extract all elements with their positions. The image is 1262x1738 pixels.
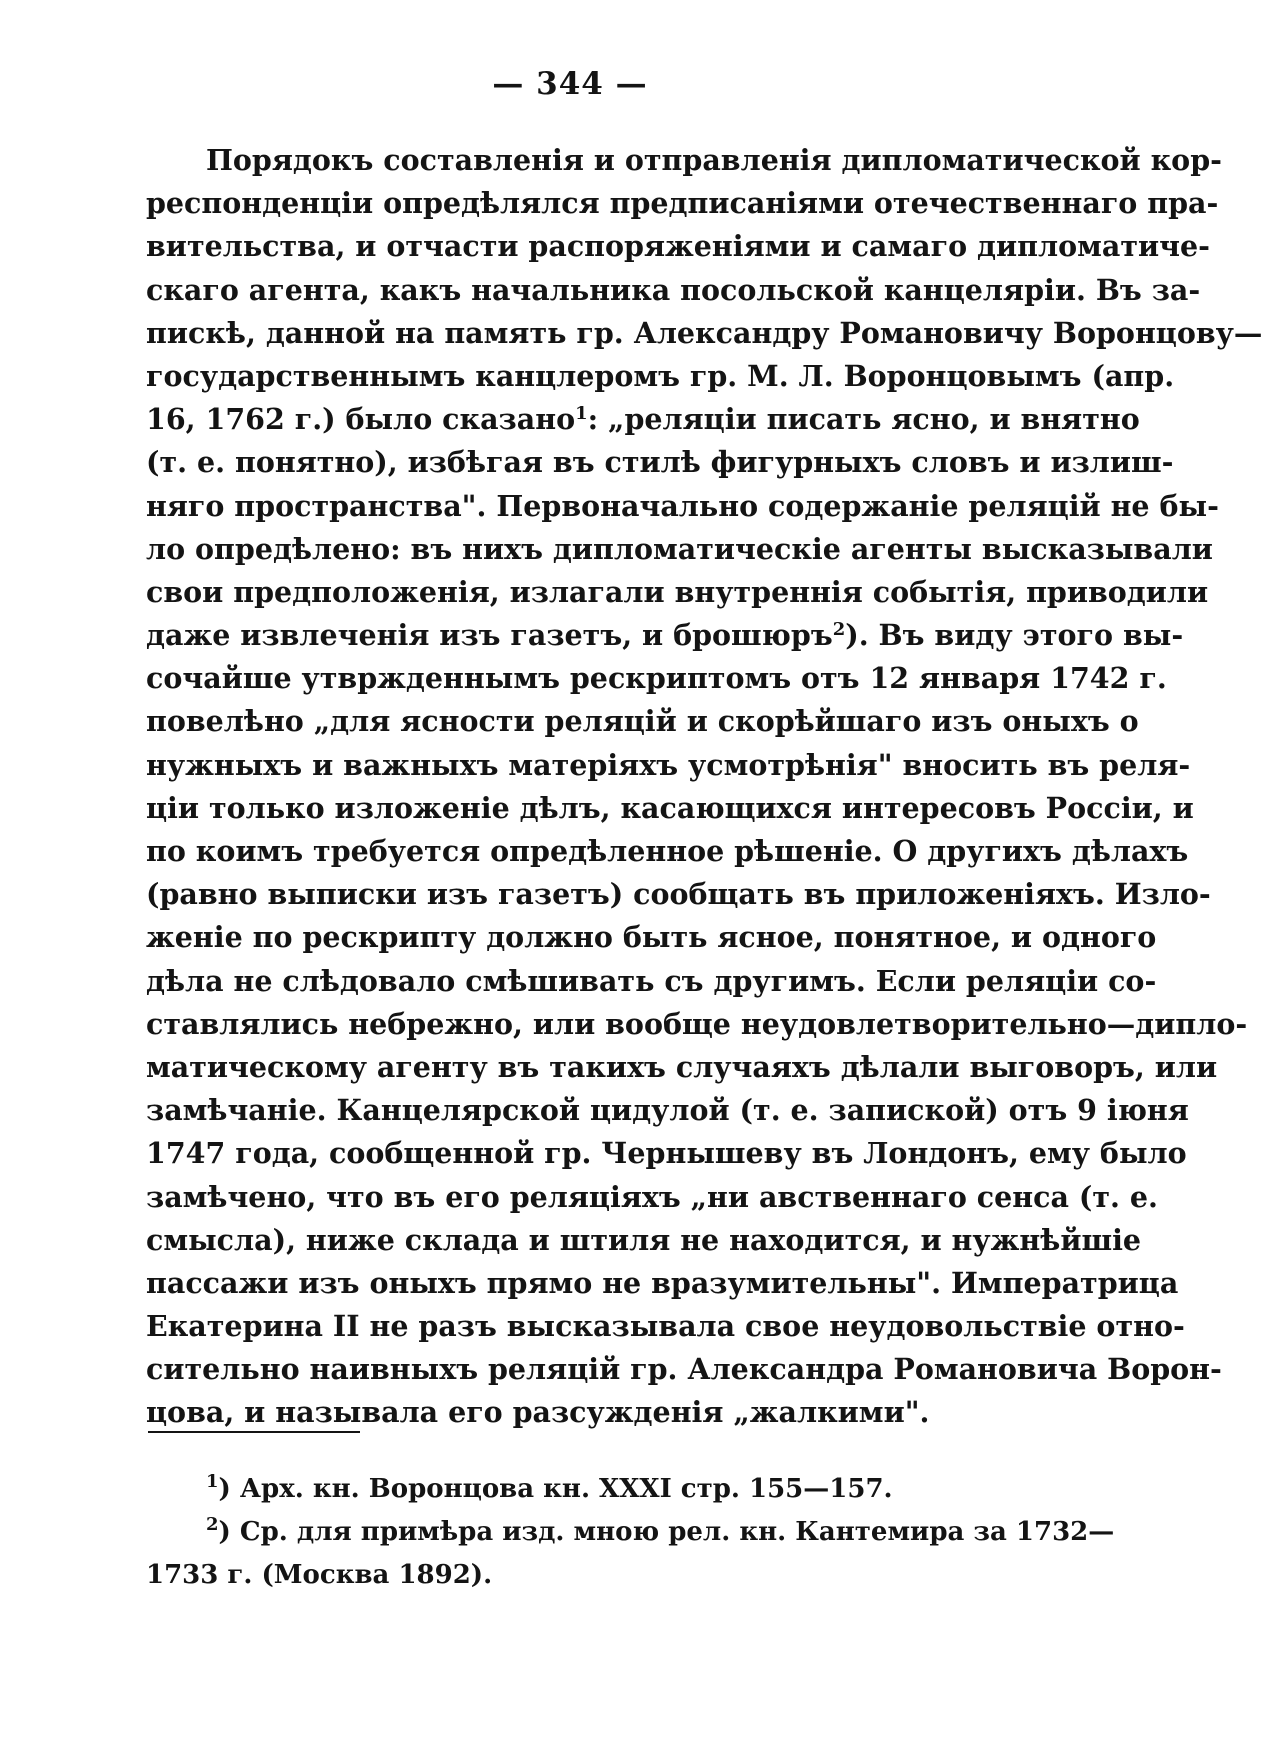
text-line: ціи только изложеніе дѣлъ, касающихся интересовъ Россіи, и <box>146 790 1194 825</box>
text-line: замѣчено, что въ его реляціяхъ „ни авственнаго сенса (т. е. <box>146 1179 1158 1214</box>
text-line: (равно выписки изъ газетъ) сообщать въ приложеніяхъ. Изло- <box>146 877 1211 912</box>
text-line: ло опредѣлено: въ нихъ дипломатическіе агенты высказывали <box>146 531 1213 566</box>
footnote-2-continued: 1733 г. (Москва 1892). <box>146 1560 493 1591</box>
text-line: сочайше утвржденнымъ рескриптомъ отъ 12 января 1742 г. <box>146 661 1167 696</box>
footnote-divider <box>148 1431 360 1433</box>
text-line: пассажи изъ оныхъ прямо не вразумительны". Императрица <box>146 1265 1179 1300</box>
text-line: по коимъ требуется опредѣленное рѣшеніе. О другихъ дѣлахъ <box>146 834 1189 868</box>
text-line: свои предположенія, излагали внутреннія событія, приводили <box>146 574 1209 609</box>
page-number: — 344 — <box>492 66 648 102</box>
footnote-1 <box>146 1468 1070 1511</box>
footnote-2 <box>146 1511 1115 1554</box>
text-line: матическому агенту въ такихъ случаяхъ дѣлали выговоръ, или <box>146 1049 1218 1084</box>
text-segment: : „реляціи писать ясно, и внятно <box>587 402 1140 437</box>
text-line: дѣла не слѣдовало смѣшивать съ другимъ. Если реляціи со- <box>146 963 1157 998</box>
text-segment: даже извлеченія изъ газетъ, и брошюръ <box>146 618 833 653</box>
text-line <box>146 614 1184 657</box>
text-line <box>146 398 1140 441</box>
text-line: Порядокъ составленія и отправленія дипломатической кор- <box>206 143 1222 177</box>
footnote-mark: 1 <box>206 1471 219 1492</box>
footnote-ref-1: 1 <box>575 403 588 425</box>
text-line: сительно наивныхъ реляцій гр. Александра Романовича Ворон- <box>146 1352 1222 1387</box>
text-line: вительства, и отчасти распоряженіями и самаго дипломатиче- <box>146 229 1210 264</box>
text-line: пискѣ, данной на память гр. Александру Романовичу Воронцову— <box>146 315 1262 350</box>
text-line: повелѣно „для ясности реляцій и скорѣйшаго изъ оныхъ о <box>146 704 1139 739</box>
text-segment: 16, 1762 г.) было сказано <box>146 402 576 437</box>
footnote-text: ) Арх. кн. Воронцова кн. XXXI стр. 155—157. <box>218 1474 893 1504</box>
text-line: цова, и называла его разсужденія „жалкими". <box>146 1395 930 1430</box>
text-line: 1747 года, сообщенной гр. Чернышеву въ Лондонъ, ему было <box>146 1136 1187 1171</box>
text-line: женіе по рескрипту должно быть ясное, понятное, и одного <box>146 920 1157 955</box>
text-line: респонденціи опредѣлялся предписаніями отечественнаго пра- <box>146 186 1219 221</box>
body-text <box>146 139 1262 1435</box>
footnote-text: ) Ср. для примѣра изд. мною рел. кн. Кантемира за 1732— <box>218 1517 1115 1548</box>
text-line: замѣчаніе. Канцелярской цидулой (т. е. запиской) отъ 9 іюня <box>146 1093 1189 1128</box>
text-line: ставлялись небрежно, или вообще неудовлетворительно—дипло- <box>146 1006 1248 1041</box>
text-line: смысла), ниже склада и штиля не находится, и нужнѣйшіе <box>146 1222 1142 1257</box>
text-line: нужныхъ и важныхъ матеріяхъ усмотрѣнія" вносить въ реля- <box>146 747 1191 782</box>
text-line: Екатерина II не разъ высказывала свое неудовольствіе отно- <box>146 1309 1185 1344</box>
footnote-ref-2: 2 <box>832 619 846 641</box>
text-line: скаго агента, какъ начальника посольской канцеляріи. Въ за- <box>146 272 1201 307</box>
text-segment: ). Въ виду этого вы- <box>845 618 1184 653</box>
text-line: государственнымъ канцлеромъ гр. М. Л. Воронцовымъ (апр. <box>146 358 1175 393</box>
footnote-mark: 2 <box>206 1514 219 1536</box>
text-line: няго пространства". Первоначально содержаніе реляцій не бы- <box>146 488 1219 523</box>
footnotes <box>146 1468 1115 1598</box>
text-line: (т. е. понятно), избѣгая въ стилѣ фигурныхъ словъ и излиш- <box>146 445 1174 480</box>
